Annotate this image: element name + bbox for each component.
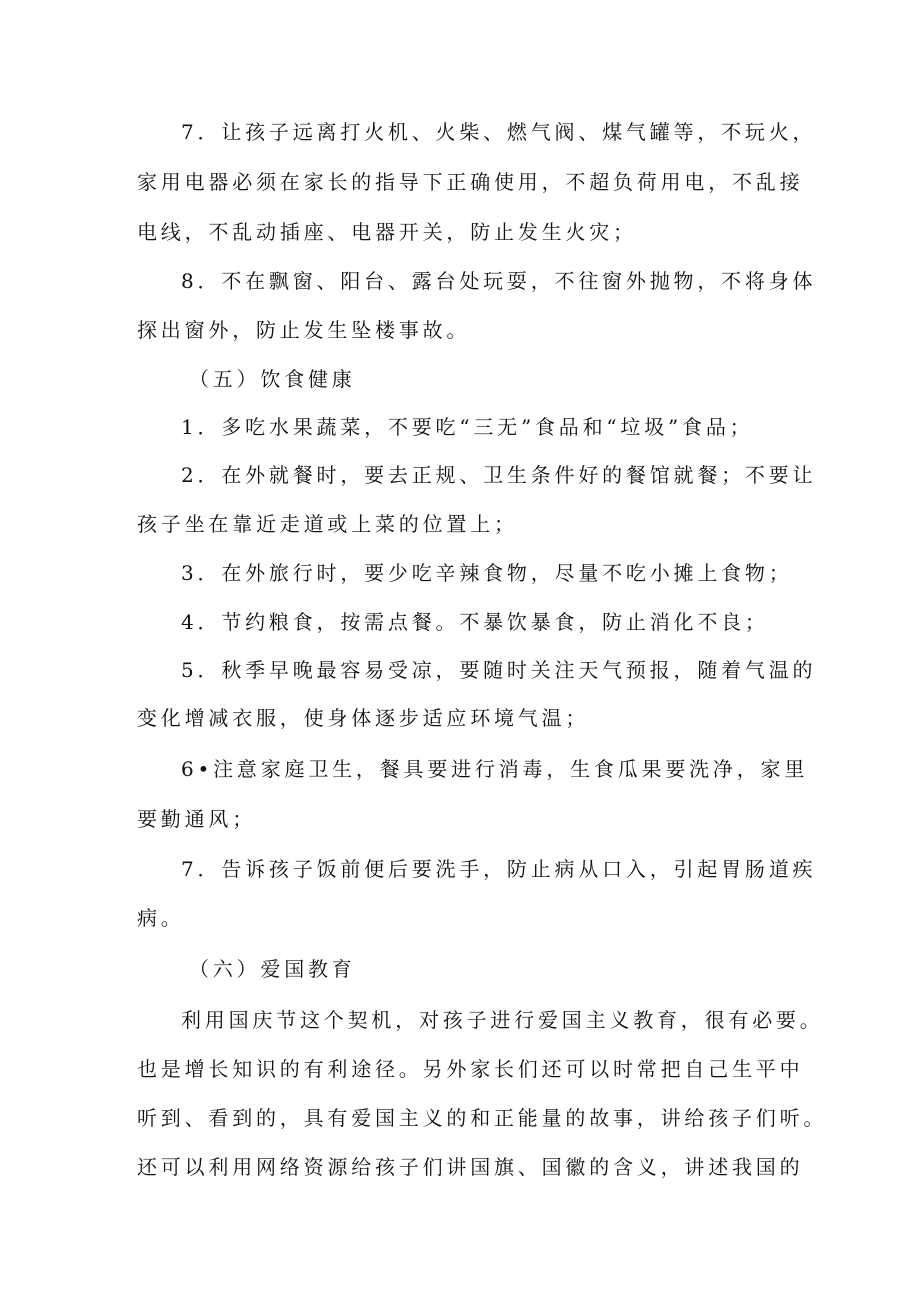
diet-item-7-line-1: 7．告诉孩子饭前便后要洗手，防止病从口入，引起胃肠道疾 <box>181 857 817 881</box>
patriotic-paragraph-line-3: 听到、看到的，具有爱国主义的和正能量的故事，讲给孩子们听。 <box>137 1106 828 1130</box>
diet-item-2-line-2: 孩子坐在靠近走道或上菜的位置上； <box>137 512 518 536</box>
diet-item-6-line-1: 6•注意家庭卫生，餐具要进行消毒，生食瓜果要洗净，家里 <box>181 757 809 781</box>
diet-item-3: 3．在外旅行时，要少吃辛辣食物，尽量不吃小摊上食物； <box>181 561 793 585</box>
section-heading-diet-health: （五）饮食健康 <box>189 367 356 391</box>
diet-item-4: 4．节约粮食，按需点餐。不暴饮暴食，防止消化不良； <box>181 610 769 634</box>
paragraph-8-line-1: 8．不在飘窗、阳台、露台处玩耍，不往窗外抛物，不将身体 <box>181 269 817 293</box>
diet-item-7-line-2: 病。 <box>137 906 185 930</box>
diet-item-5-line-1: 5．秋季早晚最容易受凉，要随时关注天气预报，随着气温的 <box>181 658 817 682</box>
paragraph-7-line-2: 家用电器必须在家长的指导下正确使用，不超负荷用电，不乱接 <box>137 170 804 194</box>
diet-item-2-line-1: 2．在外就餐时，要去正规、卫生条件好的餐馆就餐；不要让 <box>181 463 817 487</box>
section-heading-patriotic-education: （六）爱国教育 <box>189 957 356 981</box>
diet-item-5-line-2: 变化增减衣服，使身体逐步适应环境气温； <box>137 706 590 730</box>
paragraph-7-line-3: 电线，不乱动插座、电器开关，防止发生火灾； <box>137 220 637 244</box>
diet-item-1: 1．多吃水果蔬菜，不要吃“三无”食品和“垃圾”食品； <box>181 415 754 439</box>
diet-item-6-line-2: 要勤通风； <box>137 807 256 831</box>
patriotic-paragraph-line-2: 也是增长知识的有利途径。另外家长们还可以时常把自己生平中 <box>137 1057 804 1081</box>
paragraph-8-line-2: 探出窗外，防止发生坠楼事故。 <box>137 318 471 342</box>
paragraph-7-line-1: 7．让孩子远离打火机、火柴、燃气阀、煤气罐等，不玩火， <box>181 120 817 144</box>
patriotic-paragraph-line-4: 还可以利用网络资源给孩子们讲国旗、国徽的含义，讲述我国的 <box>137 1155 804 1179</box>
patriotic-paragraph-line-1: 利用国庆节这个契机，对孩子进行爱国主义教育，很有必要。 <box>181 1008 824 1032</box>
